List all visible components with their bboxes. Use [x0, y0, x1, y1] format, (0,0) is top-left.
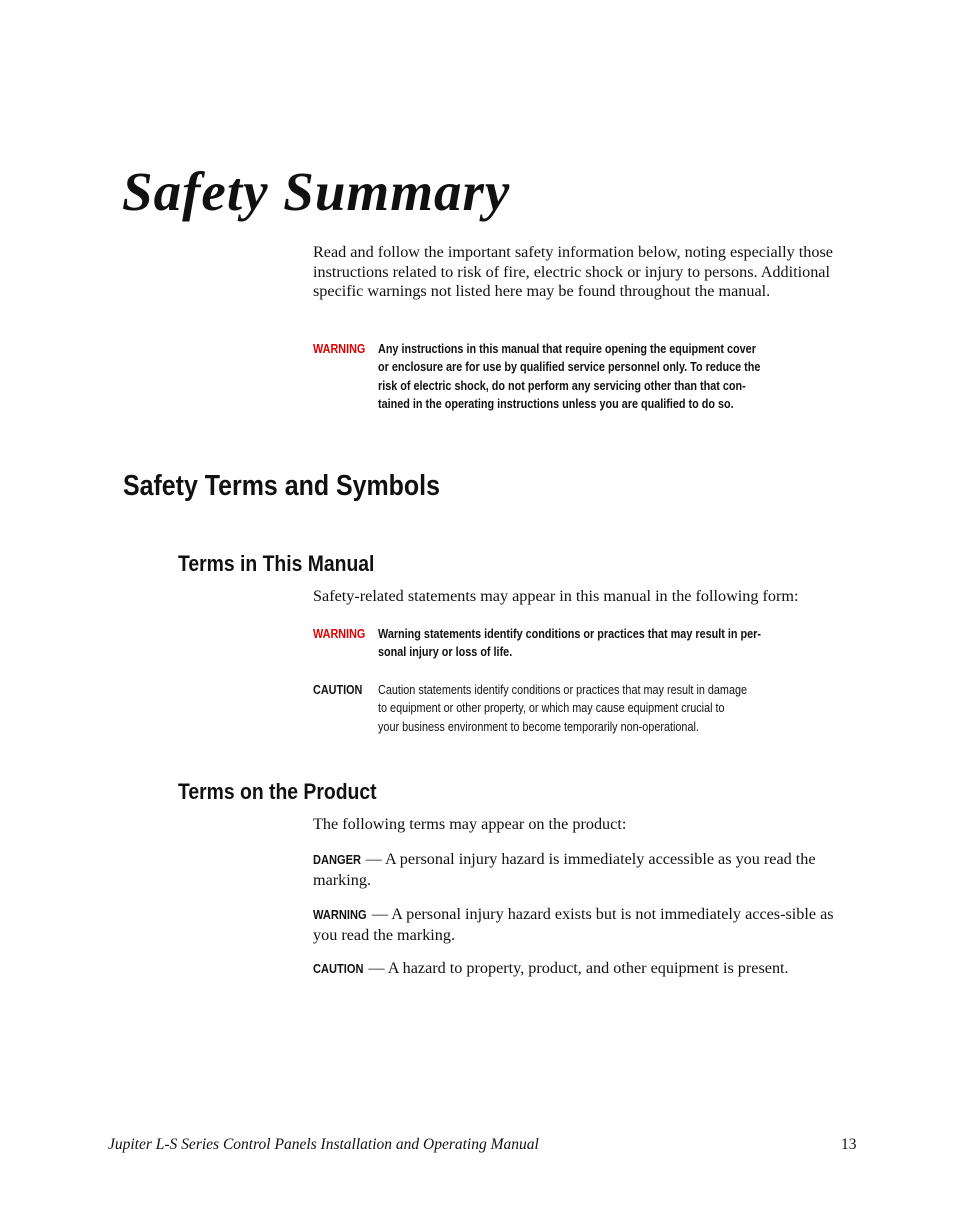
term-label: CAUTION — [313, 962, 364, 976]
caution-text — [378, 681, 843, 736]
caution-line: to equipment or other property, or which may cause equipment crucial to — [378, 701, 725, 716]
page-title: Safety Summary — [122, 161, 511, 222]
subsection-heading-product-terms: Terms on the Product — [178, 779, 377, 804]
warning-text — [378, 340, 843, 414]
warning-text — [378, 625, 843, 662]
warning-line: sonal injury or loss of life. — [378, 645, 513, 660]
caution-line: Caution statements identify conditions or practices that may result in damage — [378, 683, 748, 697]
warning-label: WARNING — [313, 627, 366, 641]
product-term-caution — [313, 959, 861, 980]
warning-line: Warning statements identify conditions or practices that may result in per- — [378, 627, 761, 641]
product-term-danger — [313, 850, 861, 890]
intro-paragraph: Read and follow the important safety information below, noting especially those instructions related to risk of fire, electric shock or injury to persons. Additional specific warnings not listed here may be found throughout the manual. — [313, 243, 833, 301]
subsection-heading-manual-terms: Terms in This Manual — [178, 551, 375, 576]
term-description: — A hazard to property, product, and other equipment is present. — [364, 959, 789, 977]
term-description: — A personal injury hazard exists but is not immediately acces-sible as you read the marking. — [313, 905, 834, 944]
term-label: DANGER — [313, 853, 362, 867]
warning-line: risk of electric shock, do not perform any servicing other than that con- — [378, 378, 746, 393]
warning-label: WARNING — [313, 342, 366, 356]
term-label: WARNING — [313, 908, 367, 922]
caution-label: CAUTION — [313, 683, 363, 697]
term-description: — A personal injury hazard is immediately accessible as you read the marking. — [313, 850, 816, 889]
manual-warning-notice — [313, 625, 843, 665]
manual-caution-notice — [313, 681, 843, 741]
warning-notice — [313, 340, 843, 420]
product-term-warning — [313, 905, 861, 945]
footer-manual-title: Jupiter L-S Series Control Panels Installation and Operating Manual — [108, 1136, 539, 1153]
product-terms-intro: The following terms may appear on the product: — [313, 815, 627, 833]
manual-terms-intro: Safety-related statements may appear in this manual in the following form: — [313, 587, 799, 605]
page-number: 13 — [841, 1136, 857, 1153]
caution-line: your business environment to become temporarily non-operational. — [378, 719, 699, 734]
section-heading: Safety Terms and Symbols — [123, 470, 440, 502]
warning-line: tained in the operating instructions unless you are qualified to do so. — [378, 397, 734, 412]
warning-line: Any instructions in this manual that require opening the equipment cover — [378, 342, 756, 356]
warning-line: or enclosure are for use by qualified service personnel only. To reduce the — [378, 360, 761, 375]
